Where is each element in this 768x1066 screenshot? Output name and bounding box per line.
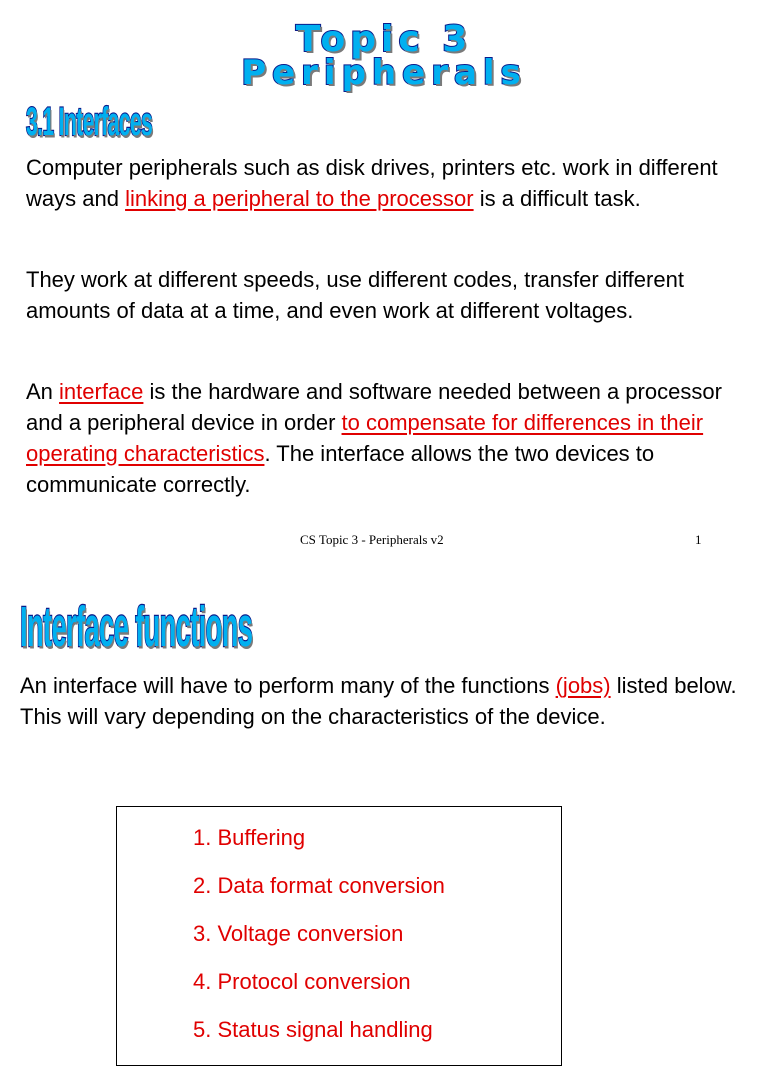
- paragraph-text: An interface will have to perform many of the functions: [20, 673, 556, 698]
- list-item: 5. Status signal handling: [193, 1017, 433, 1042]
- paragraph-text: . The interface allows the two devices to communicate correctly.: [26, 441, 655, 497]
- highlight-interface: interface: [59, 379, 144, 404]
- highlight-linking-peripheral: linking a peripheral to the processor: [125, 186, 474, 211]
- highlight-jobs: (jobs): [555, 673, 611, 698]
- paragraph-text: is a difficult task.: [473, 186, 641, 211]
- slide-2: [0, 570, 768, 1042]
- functions-heading: Interface functions: [20, 596, 253, 659]
- paragraph-interface-definition: [26, 376, 756, 500]
- functions-box: [116, 806, 562, 1066]
- section-heading: 3.1 Interfaces: [26, 99, 153, 145]
- page-number: 1: [695, 532, 702, 547]
- paragraph-differences: They work at different speeds, use different codes, transfer different amounts of data at a time, and even work at different voltages.: [26, 267, 684, 323]
- topic-title: Topic 3: [295, 19, 473, 60]
- topic-subtitle: Peripherals: [241, 53, 527, 93]
- paragraph-text: is the hardware and software needed between a processor and a peripheral device in order: [26, 379, 722, 435]
- paragraph-text: An: [26, 379, 60, 404]
- paragraph-text: listed below. This will vary depending on the characteristics of the device.: [20, 673, 737, 729]
- list-item: 1. Buffering: [193, 825, 306, 850]
- footer-text: CS Topic 3 - Peripherals v2: [300, 532, 444, 547]
- list-item: 4. Protocol conversion: [193, 969, 411, 994]
- list-item: 2. Data format conversion: [193, 873, 445, 898]
- highlight-compensate: to compensate for differences in their operating characteristics: [26, 410, 704, 466]
- paragraph-peripherals: [26, 152, 756, 214]
- paragraph-functions-intro: [20, 670, 750, 732]
- list-item: 3. Voltage conversion: [193, 921, 404, 946]
- paragraph-text: Computer peripherals such as disk drives, printers etc. work in different ways and: [26, 155, 718, 211]
- functions-list: [193, 825, 445, 1065]
